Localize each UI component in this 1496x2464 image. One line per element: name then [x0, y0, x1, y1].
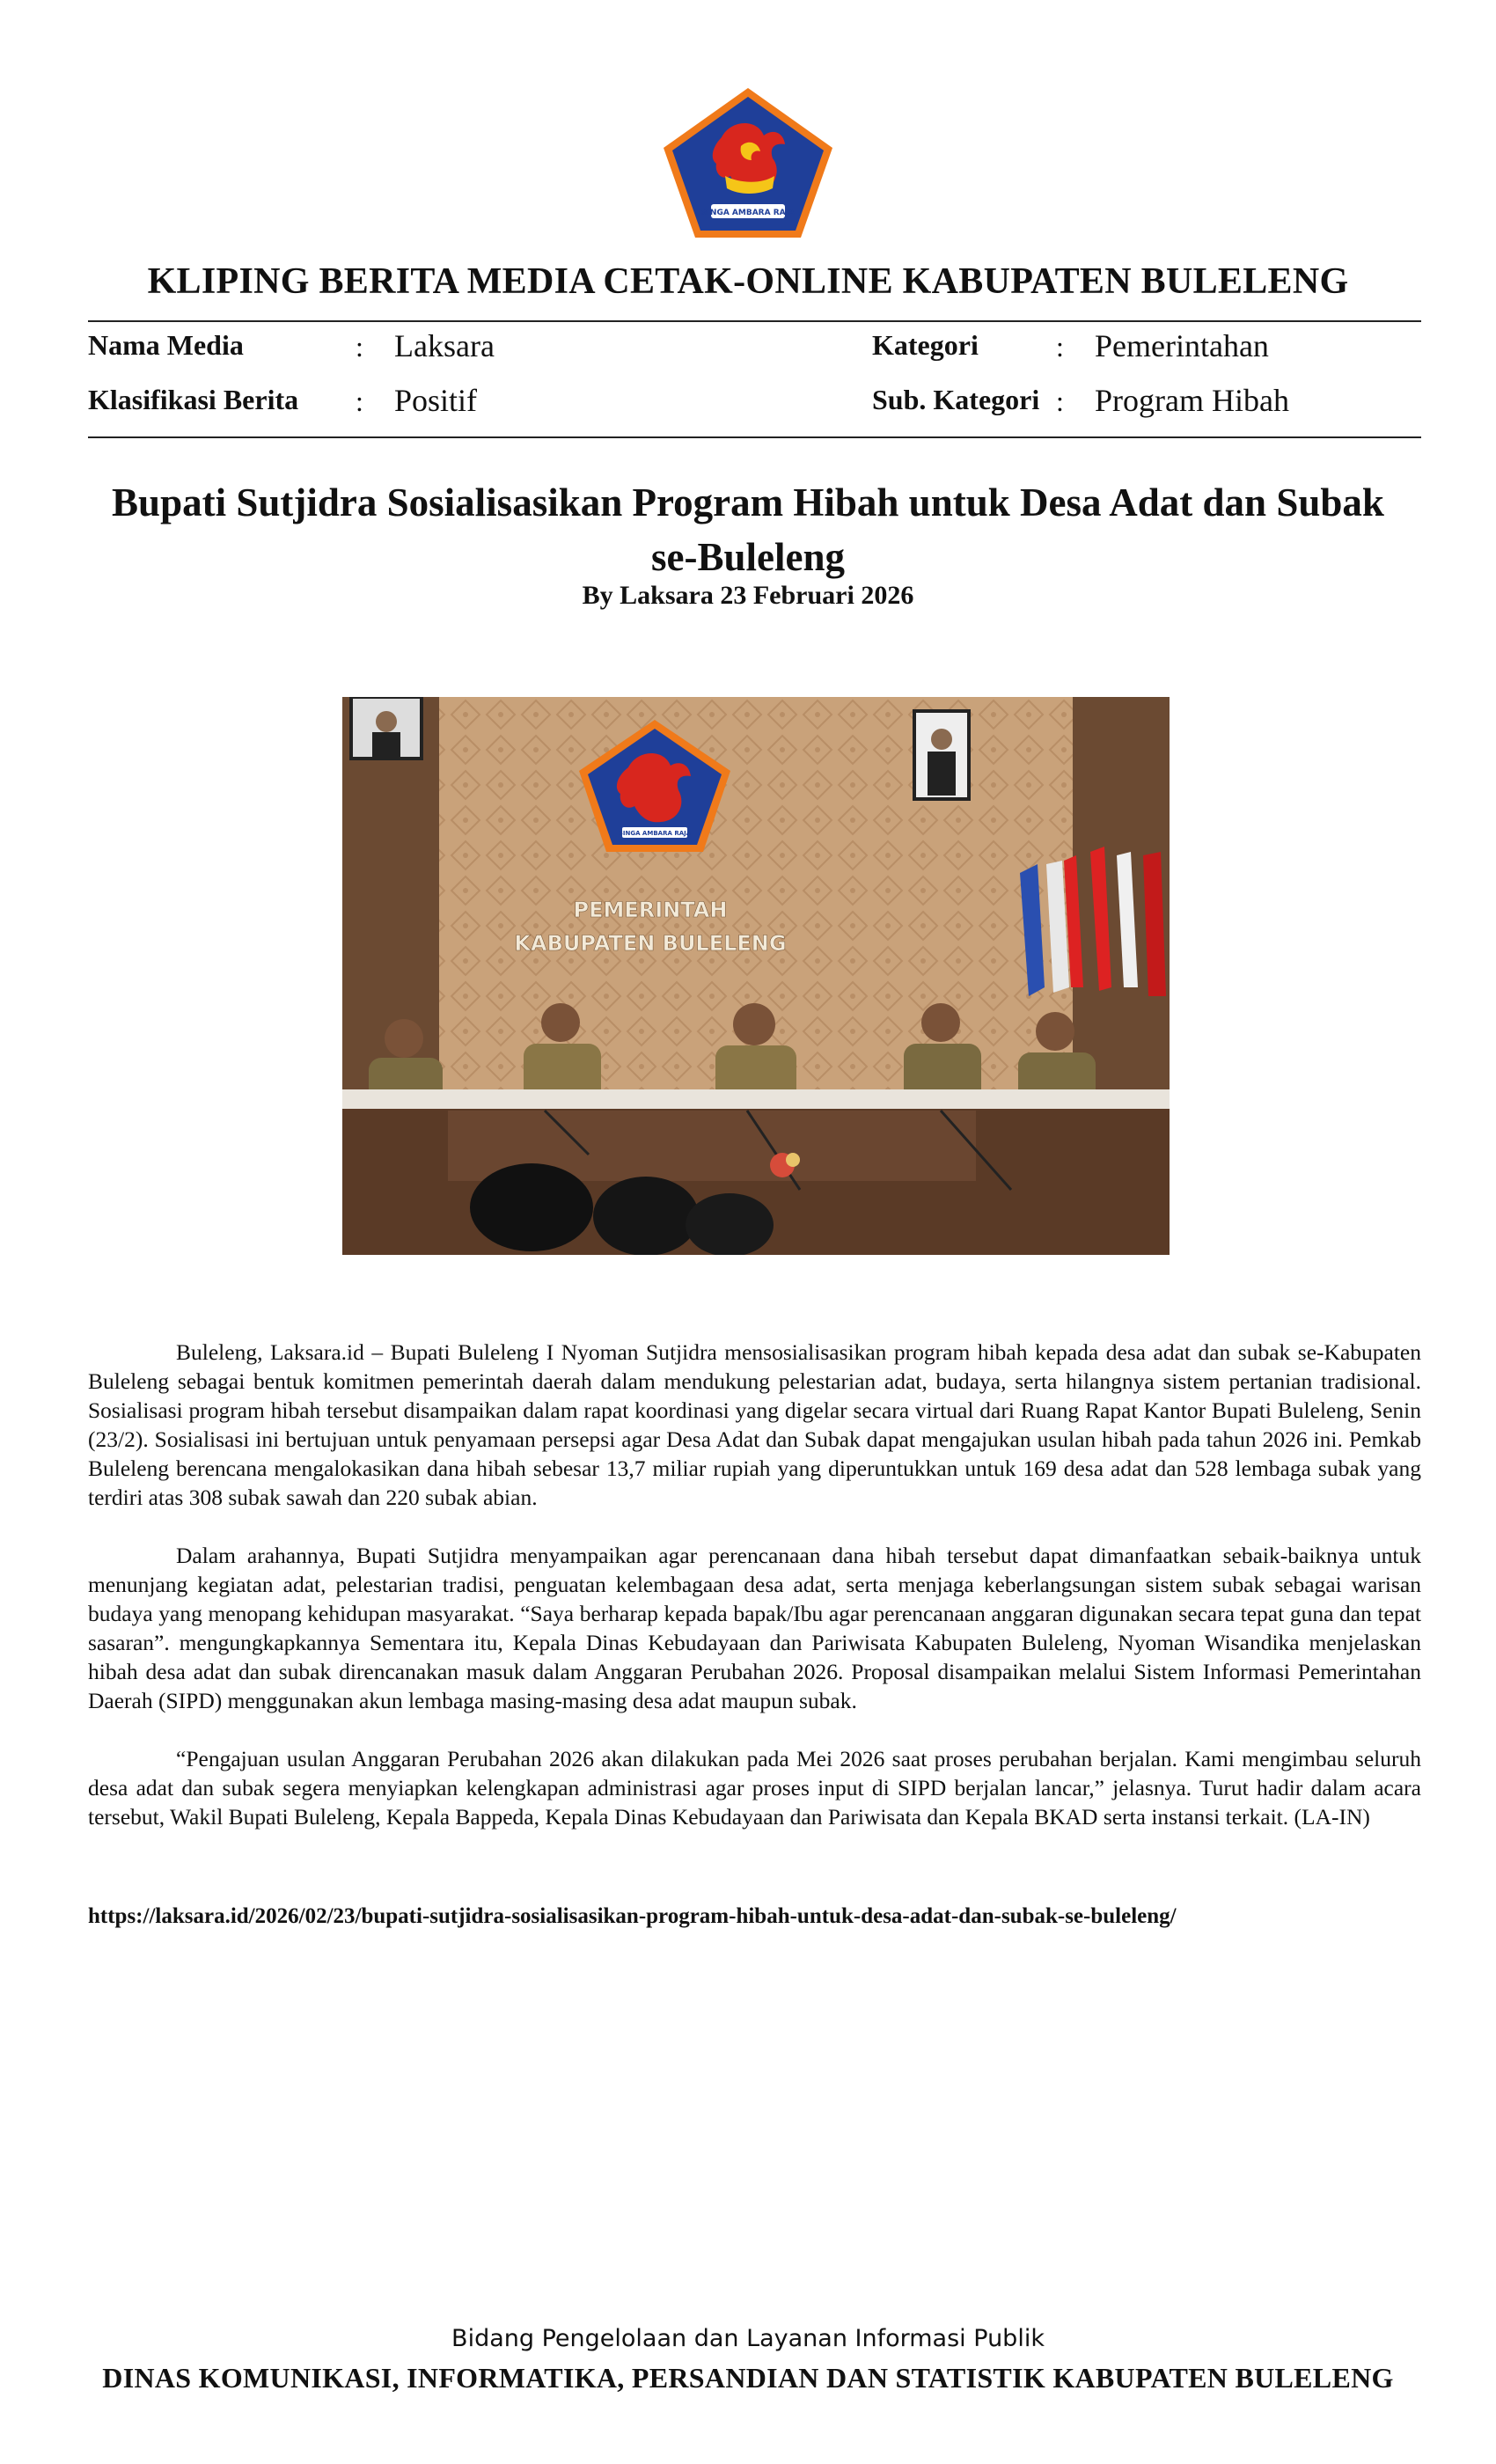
media-label: Nama Media: [88, 329, 244, 361]
kategori-value: Pemerintahan: [1095, 328, 1269, 363]
article-headline: Bupati Sutjidra Sosialisasikan Program Hibah untuk Desa Adat dan Subak se-Buleleng: [112, 480, 1384, 579]
klasifikasi-colon: :: [356, 385, 363, 417]
subkategori-colon: :: [1056, 385, 1064, 417]
footer-agency: DINAS KOMUNIKASI, INFORMATIKA, PERSANDIAN DAN STATISTIK KABUPATEN BULELENG: [102, 2362, 1394, 2394]
kategori-colon: :: [1056, 331, 1064, 363]
article-paragraph: Buleleng, Laksara.id – Bupati Buleleng I Nyoman Sutjidra mensosialisasikan program hibah kepada desa adat dan subak se-Kabupaten Buleleng sebagai bentuk komitmen pemerintah daerah dalam mendukung pelestarian adat, budaya, serta hilangnya sistem pertanian tradisional. Sosialisasi program hibah tersebut disampaikan dalam rapat koordinasi yang digelar secara virtual dari Ruang Rapat Kantor Bupati Buleleng, Senin (23/2). Sosialisasi ini bertujuan untuk penyamaan persepsi agar Desa Adat dan Subak dapat mengajukan usulan hibah pada tahun 2026 ini. Pemkab Buleleng berencana mengalokasikan dana hibah sebesar 13,7 miliar rupiah yang diperuntukkan untuk 169 desa adat dan 528 lembaga subak yang terdiri atas 308 subak sawah dan 220 subak abian.: [88, 1339, 1421, 1510]
buleleng-logo: [660, 84, 836, 241]
document-title: KLIPING BERITA MEDIA CETAK-ONLINE KABUPATEN BULELENG: [147, 261, 1349, 302]
klasifikasi-label: Klasifikasi Berita: [88, 384, 299, 415]
media-value: Laksara: [394, 328, 495, 363]
article-photo: [342, 697, 1170, 1255]
article-paragraph: “Pengajuan usulan Anggaran Perubahan 2026 akan dilakukan pada Mei 2026 saat proses perubahan berjalan. Kami mengimbau seluruh desa adat dan subak segera menyiapkan kelengkapan administrasi agar proses input di SIPD berjalan lancar,” jelasnya. Turut hadir dalam acara tersebut, Wakil Bupati Buleleng, Kepala Bappeda, Kepala Dinas Kebudayaan dan Pariwisata dan Kepala BKAD serta instansi terkait. (LA-IN): [88, 1746, 1421, 1830]
source-url[interactable]: https://laksara.id/2026/02/23/bupati-sutjidra-sosialisasikan-program-hibah-untuk-desa-adat-dan-subak-se-buleleng/: [88, 1904, 1177, 1928]
wall-logo-motto: SINGA AMBARA RAJA: [618, 830, 692, 837]
subkategori-value: Program Hibah: [1095, 383, 1289, 418]
wall-sign-line1: PEMERINTAH: [573, 898, 728, 922]
logo-motto: SINGA AMBARA RAJA: [701, 209, 795, 217]
divider-bottom: [88, 436, 1421, 438]
media-colon: :: [356, 331, 363, 363]
kategori-label: Kategori: [872, 329, 979, 361]
wall-sign-line2: KABUPATEN BULELENG: [514, 931, 787, 956]
subkategori-label: Sub. Kategori: [872, 384, 1040, 415]
divider-top: [88, 320, 1421, 322]
article-byline: By Laksara 23 Februari 2026: [582, 581, 914, 610]
article-body: [88, 1338, 1421, 1860]
article-paragraph: Dalam arahannya, Bupati Sutjidra menyampaikan agar perencanaan dana hibah tersebut dapat dimanfaatkan sebaik-baiknya untuk menunjang kegiatan adat, pelestarian tradisi, penguatan kelembagaan desa adat, serta menjaga keberlangsungan sistem subak sebagai warisan budaya yang menopang kehidupan masyarakat. “Saya berharap kepada bapak/Ibu agar perencanaan anggaran digunakan secara tepat guna dan tepat sasaran”. mengungkapkannya Sementara itu, Kepala Dinas Kebudayaan dan Pariwisata Kabupaten Buleleng, Nyoman Wisandika menjelaskan hibah desa adat dan subak direncanakan masuk dalam Anggaran Perubahan 2026. Proposal disampaikan melalui Sistem Informasi Pemerintahan Daerah (SIPD) menggunakan akun lembaga masing-masing desa adat maupun subak.: [88, 1543, 1421, 1713]
footer-department: Bidang Pengelolaan dan Layanan Informasi Publik: [451, 2325, 1045, 2352]
klasifikasi-value: Positif: [394, 383, 478, 418]
